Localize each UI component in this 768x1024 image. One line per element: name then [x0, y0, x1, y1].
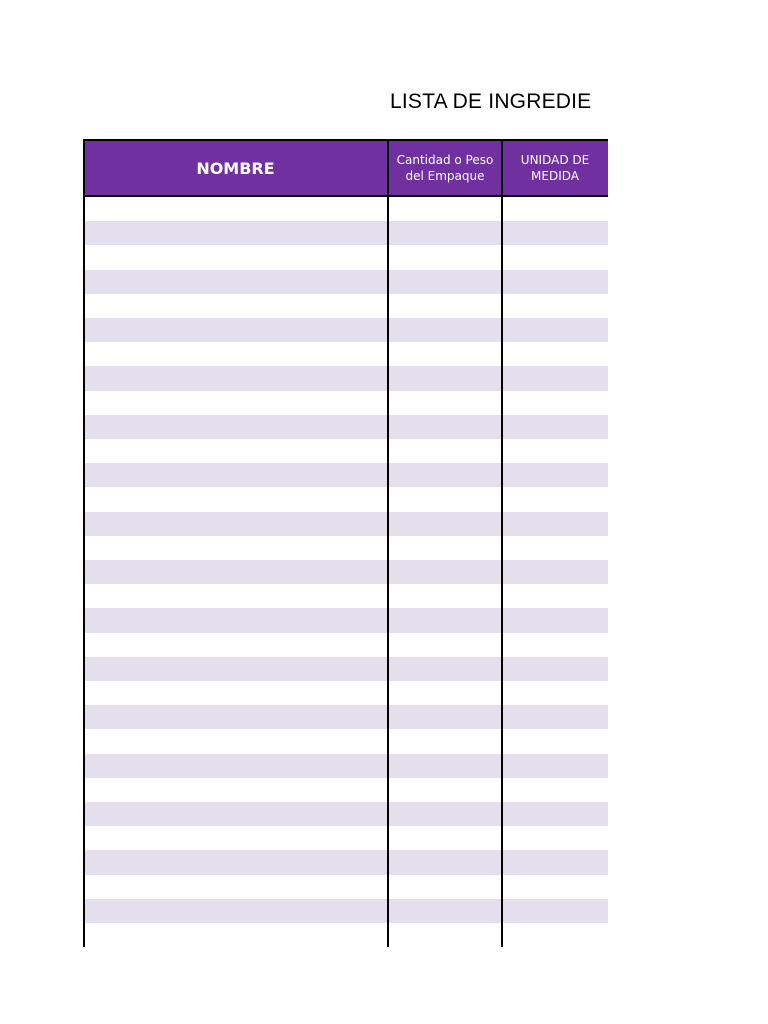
table-row[interactable] — [83, 899, 608, 923]
table-row[interactable] — [83, 391, 608, 415]
table-row[interactable] — [83, 802, 608, 826]
column-divider-2 — [501, 139, 503, 947]
page-title-text: LISTA DE INGREDIE — [390, 90, 592, 113]
table-row[interactable] — [83, 826, 608, 850]
column-header-unidad: UNIDAD DE MEDIDA — [520, 153, 590, 183]
table-row[interactable] — [83, 657, 608, 681]
table-row[interactable] — [83, 318, 608, 342]
left-border — [83, 139, 85, 947]
column-header-nombre: NOMBRE — [196, 158, 275, 178]
table-row[interactable] — [83, 439, 608, 463]
table-header — [83, 139, 608, 197]
table-row[interactable] — [83, 270, 608, 294]
table-row[interactable] — [83, 923, 608, 947]
table-row[interactable] — [83, 778, 608, 802]
table-row[interactable] — [83, 584, 608, 608]
table-row[interactable] — [83, 560, 608, 584]
table-row[interactable] — [83, 705, 608, 729]
table-row[interactable] — [83, 366, 608, 390]
table-row[interactable] — [83, 342, 608, 366]
ingredients-table — [83, 139, 608, 947]
table-row[interactable] — [83, 463, 608, 487]
table-row[interactable] — [83, 536, 608, 560]
table-row[interactable] — [83, 875, 608, 899]
column-divider-1 — [387, 139, 389, 947]
table-row[interactable] — [83, 294, 608, 318]
table-row[interactable] — [83, 633, 608, 657]
table-row[interactable] — [83, 754, 608, 778]
table-row[interactable] — [83, 850, 608, 874]
table-row[interactable] — [83, 221, 608, 245]
column-header-cantidad: Cantidad o Peso del Empaque — [396, 153, 494, 183]
table-row[interactable] — [83, 512, 608, 536]
table-row[interactable] — [83, 415, 608, 439]
table-row[interactable] — [83, 729, 608, 753]
table-row[interactable] — [83, 487, 608, 511]
page-title — [0, 90, 607, 120]
table-body — [83, 197, 608, 947]
table-row[interactable] — [83, 608, 608, 632]
table-row[interactable] — [83, 197, 608, 221]
table-row[interactable] — [83, 681, 608, 705]
table-row[interactable] — [83, 245, 608, 269]
